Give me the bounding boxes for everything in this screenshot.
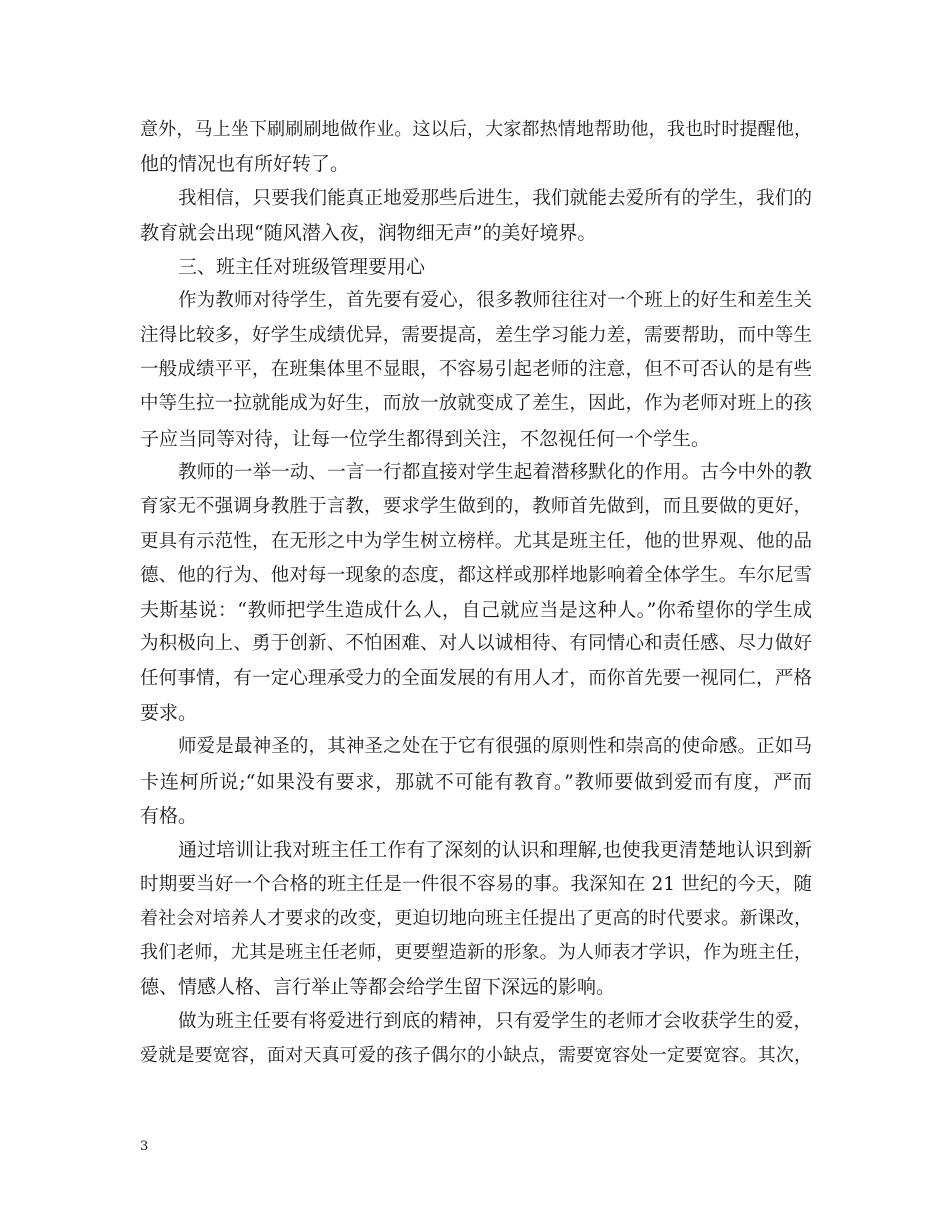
text-line: 德、情感人格、言行举止等都会给学生留下深远的影响。 bbox=[140, 976, 616, 999]
text-line: 作为教师对待学生，首先要有爱心，很多教师往往对一个班上的好生和差生关 bbox=[178, 290, 812, 312]
text-line: 有格。 bbox=[140, 804, 198, 827]
text-line: 教师的一举一动、一言一行都直接对学生起着潜移默化的作用。古今中外的教 bbox=[178, 461, 812, 483]
text-line: 更具有示范性，在无形之中为学生树立榜样。尤其是班主任，他的世界观、他的品 bbox=[140, 530, 812, 552]
section-heading: 三、班主任对班级管理要用心 bbox=[178, 256, 426, 279]
text-line: 卡连柯所说;“如果没有要求，那就不可能有教育。”教师要做到爱而有度，严而 bbox=[140, 770, 812, 793]
document-body bbox=[140, 113, 812, 1073]
text-line: 意外，马上坐下刷刷刷地做作业。这以后，大家都热情地帮助他，我也时时提醒他， bbox=[140, 119, 812, 140]
text-line: 教育就会出现“随风潜入夜，润物细无声”的美好境界。 bbox=[140, 221, 597, 244]
text-line: 夫斯基说：“教师把学生造成什么人，自己就应当是这种人。”你希望你的学生成 bbox=[140, 599, 812, 622]
text-line: 注得比较多，好学生成绩优异，需要提高，差生学习能力差，需要帮助，而中等生 bbox=[140, 324, 812, 346]
text-line: 我相信，只要我们能真正地爱那些后进生，我们就能去爱所有的学生，我们的 bbox=[178, 187, 812, 209]
text-line: 时期要当好一个合格的班主任是一件很不容易的事。我深知在 21 世纪的今天，随 bbox=[140, 873, 812, 895]
text-line: 师爱是最神圣的，其神圣之处在于它有很强的原则性和崇高的使命感。正如马 bbox=[178, 736, 812, 758]
text-line: 爱就是要宽容，面对天真可爱的孩子偶尔的小缺点，需要宽容处一定要宽容。其次， bbox=[140, 1045, 812, 1067]
text-line: 德、他的行为、他对每一现象的态度，都这样或那样地影响着全体学生。车尔尼雪 bbox=[140, 564, 812, 586]
text-line: 他的情况也有所好转了。 bbox=[140, 153, 350, 176]
text-line: 为积极向上、勇于创新、不怕困难、对人以诚相待、有同情心和责任感、尽力做好 bbox=[140, 633, 812, 655]
text-line: 一般成绩平平，在班集体里不显眼，不容易引起老师的注意，但不可否认的是有些 bbox=[140, 359, 812, 381]
text-line: 子应当同等对待，让每一位学生都得到关注，不忽视任何一个学生。 bbox=[140, 427, 711, 450]
text-line: 做为班主任要有将爱进行到底的精神，只有爱学生的老师才会收获学生的爱， bbox=[178, 1010, 812, 1032]
text-line: 着社会对培养人才要求的改变，更迫切地向班主任提出了更高的时代要求。新课改， bbox=[140, 907, 812, 929]
text-line: 我们老师，尤其是班主任老师，更要塑造新的形象。为人师表才学识，作为班主任， bbox=[140, 942, 812, 964]
text-line: 任何事情，有一定心理承受力的全面发展的有用人才，而你首先要一视同仁，严格 bbox=[140, 667, 812, 689]
text-line: 中等生拉一拉就能成为好生，而放一放就变成了差生，因此，作为老师对班上的孩 bbox=[140, 393, 812, 415]
text-line: 育家无不强调身教胜于言教，要求学生做到的，教师首先做到，而且要做的更好， bbox=[140, 496, 812, 518]
text-line: 要求。 bbox=[140, 702, 198, 725]
text-line: 通过培训让我对班主任工作有了深刻的认识和理解,也使我更清楚地认识到新 bbox=[178, 839, 812, 862]
page-number: 3 bbox=[140, 1139, 149, 1154]
